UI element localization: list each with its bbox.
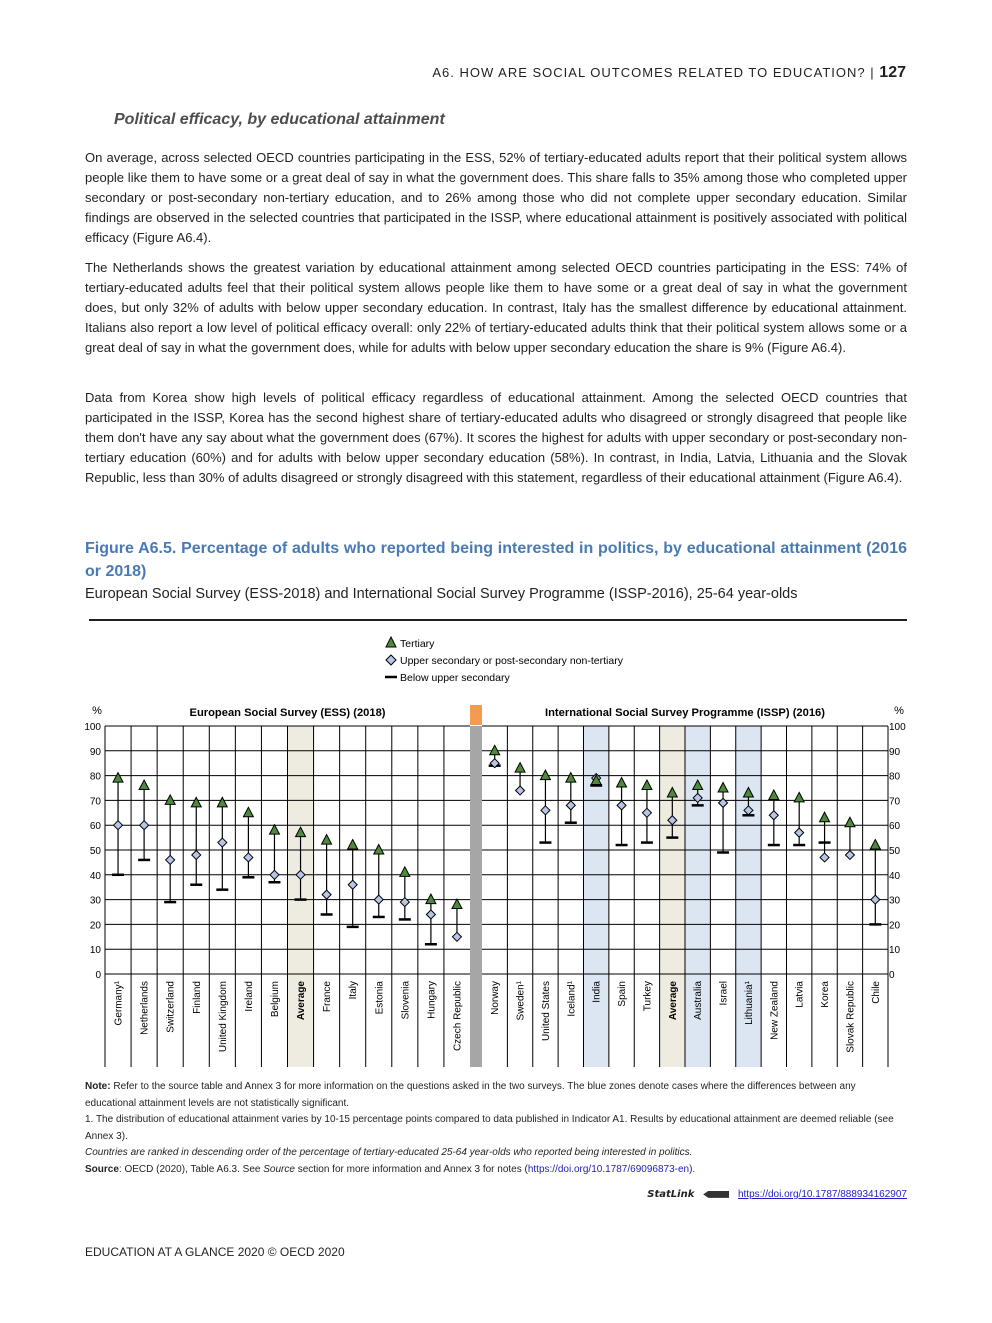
category-label: Italy [348, 981, 360, 1000]
legend-upper-label: Upper secondary or post-secondary non-tertiary [400, 655, 623, 667]
tertiary-mark [400, 867, 410, 877]
tertiary-mark [642, 780, 652, 790]
upper-secondary-mark [114, 821, 123, 830]
upper-secondary-mark [140, 821, 149, 830]
upper-secondary-mark [400, 898, 409, 907]
category-label: Spain [617, 981, 629, 1007]
y-tick-label-left: 40 [89, 870, 101, 882]
tertiary-mark [243, 807, 253, 817]
upper-secondary-mark [845, 850, 854, 859]
tertiary-mark [139, 780, 149, 790]
source-link[interactable]: https://doi.org/10.1787/69096873-en [527, 1163, 690, 1175]
note [85, 1079, 907, 1112]
upper-secondary-mark [374, 895, 383, 904]
upper-secondary-mark [795, 828, 804, 837]
figure-subtitle: European Social Survey (ESS-2018) and International Social Survey Programme (ISSP-2016), 25-64 year-olds [85, 586, 798, 602]
y-tick-label-left: 10 [89, 945, 101, 957]
tertiary-mark [617, 778, 627, 788]
category-label: United Kingdom [217, 981, 229, 1053]
tertiary-mark [426, 894, 436, 904]
chapter-title: A6. HOW ARE SOCIAL OUTCOMES RELATED TO EDUCATION? [432, 65, 866, 80]
political-interest-chart [0, 625, 992, 1075]
paragraph-2: The Netherlands shows the greatest variation by educational attainment among selected OECD countries participating in the ESS: 74% of tertiary-educated adults feel that their political system allows people like them to have some or a great deal of say in what the government does, but only 32% of adults with below upper secondary education. In contrast, Italy has the smallest difference by educational attainment. Italians also report a low level of political efficacy overall: only 22% of tertiary-educated adults think that their political system allows some or a great deal of say in what the government does, while for adults with below upper secondary education the share is 9% (Figure A6.4). [85, 260, 907, 355]
tertiary-mark [348, 840, 358, 850]
panel-title-ess: European Social Survey (ESS) (2018) [189, 707, 386, 719]
statlink [647, 1189, 907, 1200]
y-tick-label-right: 90 [889, 746, 901, 758]
category-label: Czech Republic [452, 981, 464, 1052]
legend-upper-icon [386, 655, 396, 665]
y-tick-label-left: 70 [89, 796, 101, 808]
y-tick-label-right: 70 [889, 796, 901, 808]
upper-secondary-mark [218, 838, 227, 847]
category-label: Netherlands [139, 981, 151, 1035]
legend-tertiary-label: Tertiary [400, 638, 435, 650]
upper-secondary-mark [871, 895, 880, 904]
y-tick-label-left: 50 [89, 846, 101, 857]
category-label: Slovenia [400, 981, 412, 1020]
category-label: Ireland [243, 981, 255, 1012]
category-label: Latvia [794, 981, 806, 1008]
category-label: Switzerland [165, 981, 177, 1033]
figure-title: Figure A6.5. Percentage of adults who reported being interested in politics, by educational attainment (2016 or 2018) [85, 540, 907, 580]
page-number: 127 [879, 64, 906, 81]
category-label: Estonia [374, 981, 386, 1015]
source-label: Source [85, 1163, 119, 1175]
y-axis-label-right: % [894, 705, 904, 717]
category-label: United States [540, 981, 552, 1042]
paragraph-1: On average, across selected OECD countries participating in the ESS, 52% of tertiary-educated adults report that their political system allows people like them to have some or a great deal of say in what the government does. This share falls to 35% among those who completed upper secondary or post-secondary non-tertiary education, and to 26% among those who did not complete upper secondary education. Similar findings are observed in the selected countries that participated in the ISSP, where educational attainment is positively associated with political efficacy (Figure A6.4). [85, 150, 907, 245]
tertiary-mark [165, 795, 175, 805]
category-label: Germany¹ [113, 981, 125, 1026]
category-label: Belgium [269, 981, 281, 1018]
tertiary-mark [269, 825, 279, 835]
tertiary-mark [845, 817, 855, 827]
tertiary-mark [452, 899, 462, 909]
y-tick-label-right: 20 [889, 920, 901, 932]
panel-title-issp: International Social Survey Programme (ISSP) (2016) [545, 707, 826, 719]
upper-secondary-mark [452, 932, 461, 941]
source-note [85, 1162, 907, 1179]
tertiary-mark [191, 797, 201, 807]
tertiary-mark [718, 783, 728, 793]
y-tick-label-right: 10 [889, 945, 901, 957]
upper-secondary-mark [244, 853, 253, 862]
category-label: Korea [820, 981, 832, 1008]
section-title: Political efficacy, by educational attainment [114, 111, 445, 128]
tertiary-mark [515, 763, 525, 773]
figure-notes [85, 1079, 907, 1178]
category-label: Average [296, 981, 308, 1021]
source-italic: Source [263, 1163, 295, 1175]
upper-secondary-mark [270, 870, 279, 879]
header-separator: | [870, 65, 875, 80]
note-text: Refer to the source table and Annex 3 for more information on the questions asked in the two surveys. The blue zones denote cases where the differences between any educational attainment levels are not statistically significant. [85, 1081, 856, 1109]
category-label: India [591, 981, 603, 1003]
source-text-3: ). [689, 1163, 696, 1175]
upper-secondary-mark [192, 850, 201, 859]
upper-secondary-mark [566, 801, 575, 810]
y-tick-label-right: 40 [889, 870, 901, 882]
upper-secondary-mark [516, 786, 525, 795]
paragraph-3: Data from Korea show high levels of political efficacy regardless of educational attainment. Among the selected OECD countries that participated in the ISSP, Korea has the second highest share of tertiary-educated adults who disagreed or strongly disagreed that people like them don't have any say about what the government does (67%). It scores the highest for adults with upper secondary or post-secondary non-tertiary education (60%) and for adults with below upper secondary education (58%). In contrast, in India, Latvia, Lithuania and the Slovak Republic, less than 30% of adults disagreed or strongly disagreed with this statement, regardless of their educational attainment (Figure A6.4). [85, 390, 907, 485]
tertiary-mark [322, 835, 332, 845]
upper-secondary-mark [820, 853, 829, 862]
tertiary-mark [113, 773, 123, 783]
category-label: Chile [870, 981, 882, 1004]
y-tick-label-right: 0 [889, 970, 895, 981]
upper-secondary-mark [348, 880, 357, 889]
category-label: Hungary [426, 981, 438, 1019]
upper-secondary-mark [426, 910, 435, 919]
upper-secondary-mark [769, 811, 778, 820]
source-text-2: section for more information and Annex 3 for notes ( [294, 1163, 528, 1175]
y-tick-label-left: 20 [89, 920, 101, 932]
y-tick-label-left: 100 [84, 722, 101, 733]
note-label: Note: [85, 1081, 111, 1092]
upper-secondary-mark [617, 801, 626, 810]
y-tick-label-left: 80 [89, 771, 101, 783]
tertiary-mark [217, 797, 227, 807]
y-tick-label-right: 50 [889, 846, 901, 857]
category-label: Average [667, 981, 679, 1021]
category-label: Iceland¹ [566, 981, 578, 1017]
category-label: Sweden¹ [515, 981, 527, 1021]
statlink-icon [703, 1191, 729, 1198]
category-label: Slovak Republic [845, 981, 857, 1053]
tertiary-mark [374, 845, 384, 855]
y-tick-label-left: 0 [95, 970, 101, 981]
tertiary-mark [794, 792, 804, 802]
legend-tertiary-icon [386, 637, 396, 647]
y-axis-label-left: % [92, 705, 102, 717]
tertiary-mark [870, 840, 880, 850]
y-tick-label-left: 30 [89, 895, 101, 907]
category-label: Norway [490, 981, 502, 1015]
legend-below-label: Below upper secondary [400, 672, 510, 684]
running-header [432, 64, 906, 82]
y-tick-label-right: 100 [889, 722, 906, 733]
statlink-url[interactable]: https://doi.org/10.1787/888934162907 [737, 1189, 907, 1200]
upper-secondary-mark [541, 806, 550, 815]
y-tick-label-right: 80 [889, 771, 901, 783]
category-label: Israel [718, 981, 730, 1006]
statlink-label: StatLink [647, 1189, 695, 1200]
tertiary-mark [490, 745, 500, 755]
upper-secondary-mark [322, 890, 331, 899]
ranking-note: Countries are ranked in descending order of the percentage of tertiary-educated 25-64 year-olds who reported being interested in politics. [85, 1147, 693, 1158]
upper-secondary-mark [719, 798, 728, 807]
tertiary-mark [566, 773, 576, 783]
source-text-1: : OECD (2020), Table A6.3. See [118, 1163, 264, 1175]
y-tick-label-left: 60 [89, 821, 101, 833]
category-label: France [322, 981, 334, 1013]
y-tick-label-right: 30 [889, 895, 901, 907]
category-label: Australia [693, 981, 705, 1020]
figure-rule [89, 619, 907, 621]
tertiary-mark [820, 812, 830, 822]
category-label: Lithuania¹ [743, 981, 755, 1025]
panel-separator-cap [470, 705, 482, 725]
category-label: New Zealand [769, 981, 781, 1040]
y-tick-label-left: 90 [89, 746, 101, 758]
tertiary-mark [769, 790, 779, 800]
upper-secondary-mark [642, 808, 651, 817]
upper-secondary-mark [166, 855, 175, 864]
tertiary-mark [540, 770, 550, 780]
y-tick-label-right: 60 [889, 821, 901, 833]
footnote-1: 1. The distribution of educational attainment varies by 10-15 percentage points compared to data published in Indicator A1. Results by educational attainment are deemed reliable (see Annex 3). [85, 1114, 894, 1142]
panel-separator [470, 726, 482, 1067]
category-label: Finland [191, 981, 203, 1014]
page-footer: EDUCATION AT A GLANCE 2020 © OECD 2020 [85, 1245, 345, 1259]
category-label: Turkey [642, 981, 654, 1012]
